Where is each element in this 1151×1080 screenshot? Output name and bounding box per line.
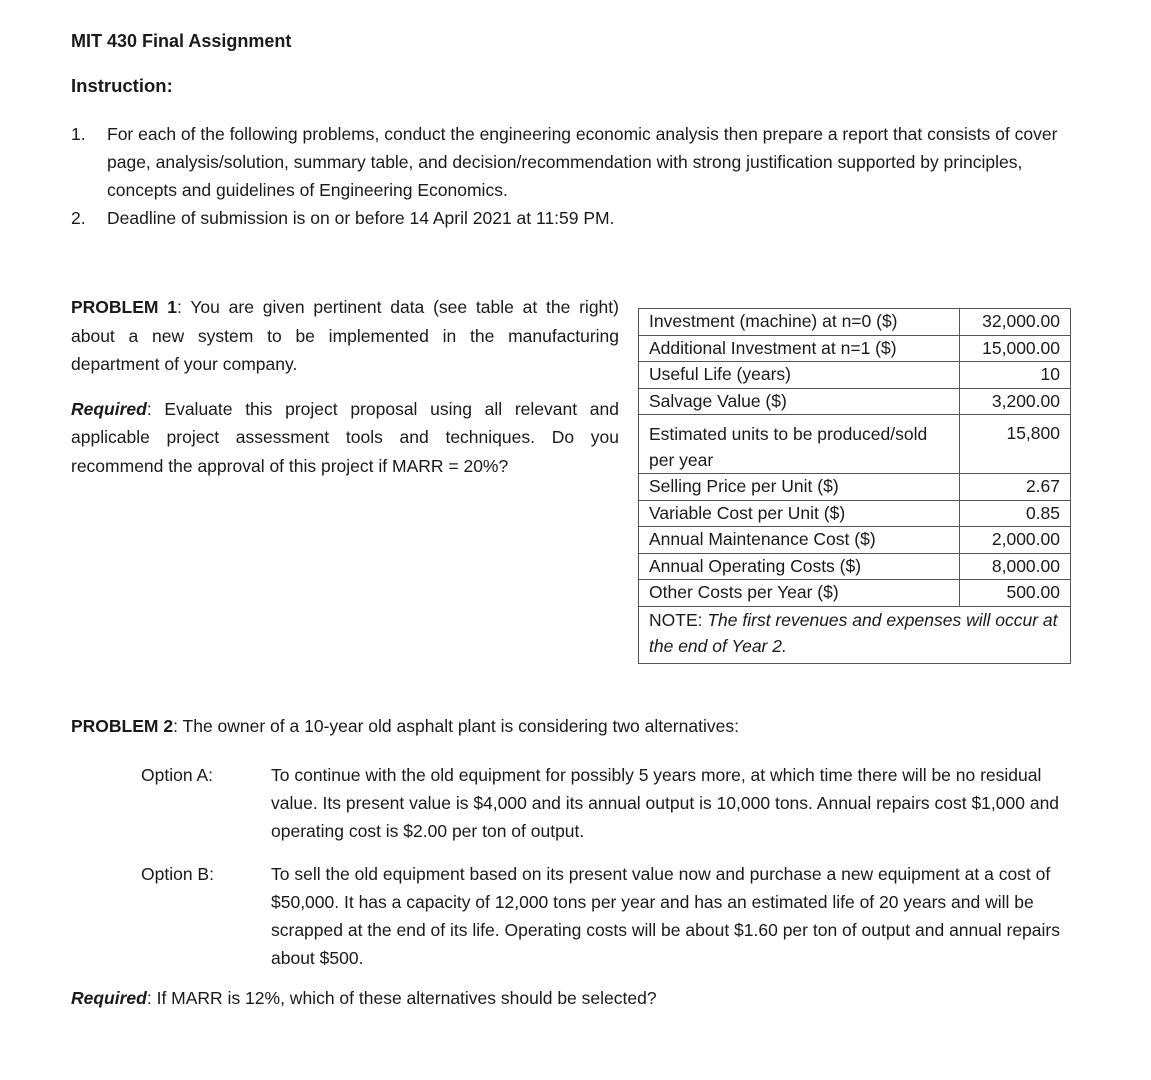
- row-label: Salvage Value ($): [639, 388, 960, 415]
- problem1-intro: [71, 293, 619, 379]
- problem1-label: PROBLEM 1: [71, 297, 178, 317]
- problem2-required: [71, 988, 657, 1009]
- row-value: 2.67: [960, 474, 1071, 501]
- instruction-number: 2.: [71, 208, 86, 228]
- table-note: [639, 606, 1071, 663]
- table-row: [639, 580, 1071, 607]
- table-row: [639, 335, 1071, 362]
- table-row: [639, 309, 1071, 336]
- row-label: Selling Price per Unit ($): [639, 474, 960, 501]
- instruction-number: 1.: [71, 124, 86, 144]
- table-row: [639, 474, 1071, 501]
- row-value: 500.00: [960, 580, 1071, 607]
- problem1-intro-text: : You are given pertinent data (see table at the right) about a new system to be implemented in the manufacturing department of your company.: [71, 297, 619, 374]
- row-value: 0.85: [960, 500, 1071, 527]
- table-note-row: [639, 606, 1071, 663]
- table-row: [639, 553, 1071, 580]
- row-value: 15,000.00: [960, 335, 1071, 362]
- table-row: [639, 415, 1071, 474]
- row-value: 8,000.00: [960, 553, 1071, 580]
- table-row: [639, 500, 1071, 527]
- table-row: [639, 527, 1071, 554]
- instruction-item: [71, 204, 1081, 232]
- row-value: 2,000.00: [960, 527, 1071, 554]
- row-value: 10: [960, 362, 1071, 389]
- problem2-intro-text: : The owner of a 10-year old asphalt plant is considering two alternatives:: [173, 716, 739, 736]
- option-a: [141, 761, 1086, 845]
- table-row: [639, 388, 1071, 415]
- row-label: Estimated units to be produced/sold per year: [639, 415, 960, 474]
- problem2-intro: [71, 716, 739, 737]
- option-text: To continue with the old equipment for possibly 5 years more, at which time there will be no residual value. Its present value is $4,000 and its annual output is 10,000 tons. Annual repairs cost $1,000 and operating cost is $2.00 per ton of output.: [271, 765, 1060, 841]
- row-value: 3,200.00: [960, 388, 1071, 415]
- row-label: Annual Operating Costs ($): [639, 553, 960, 580]
- option-text: To sell the old equipment based on its present value now and purchase a new equipment at a cost of $50,000. It has a capacity of 12,000 tons per year and has an estimated life of 20 years and will be scrapped at the end of its life. Operating costs will be about $1.60 per ton of output and annual repairs about $500.: [271, 864, 1060, 968]
- problem1-required: [71, 395, 619, 481]
- document-title: MIT 430 Final Assignment: [71, 31, 292, 51]
- row-label: Investment (machine) at n=0 ($): [639, 309, 960, 336]
- instruction-text: For each of the following problems, conduct the engineering economic analysis then prepare a report that consists of cover page, analysis/solution, summary table, and decision/recommendation with strong justification supported by principles, concepts and guidelines of Engineering Economics.: [107, 124, 1058, 200]
- option-b: [141, 860, 1086, 972]
- note-text: The first revenues and expenses will occur at the end of Year 2.: [649, 609, 1058, 656]
- problem1-required-label: Required: [71, 398, 147, 419]
- option-label: Option B:: [141, 864, 214, 884]
- problem1-data-table: [638, 308, 1071, 664]
- problem2-required-label: Required: [71, 988, 147, 1008]
- row-label: Variable Cost per Unit ($): [639, 500, 960, 527]
- problem2-required-text: : If MARR is 12%, which of these alternatives should be selected?: [146, 988, 657, 1008]
- row-label: Additional Investment at n=1 ($): [639, 335, 960, 362]
- option-label: Option A:: [141, 765, 213, 785]
- row-label: Annual Maintenance Cost ($): [639, 527, 960, 554]
- row-label: Useful Life (years): [639, 362, 960, 389]
- instruction-text: Deadline of submission is on or before 14 April 2021 at 11:59 PM.: [107, 208, 615, 228]
- problem2-label: PROBLEM 2: [71, 716, 174, 736]
- note-label: NOTE:: [649, 609, 708, 630]
- row-label: Other Costs per Year ($): [639, 580, 960, 607]
- row-value: 15,800: [960, 415, 1071, 474]
- table-row: [639, 362, 1071, 389]
- instruction-heading: Instruction:: [71, 75, 173, 96]
- problem1-required-text: : Evaluate this project proposal using all relevant and applicable project assessment tools and techniques. Do you recommend the approval of this project if MARR = 20%?: [71, 398, 619, 476]
- instruction-item: [71, 120, 1081, 204]
- instruction-list: [71, 120, 1081, 232]
- row-value: 32,000.00: [960, 309, 1071, 336]
- problem1-text: [71, 293, 619, 480]
